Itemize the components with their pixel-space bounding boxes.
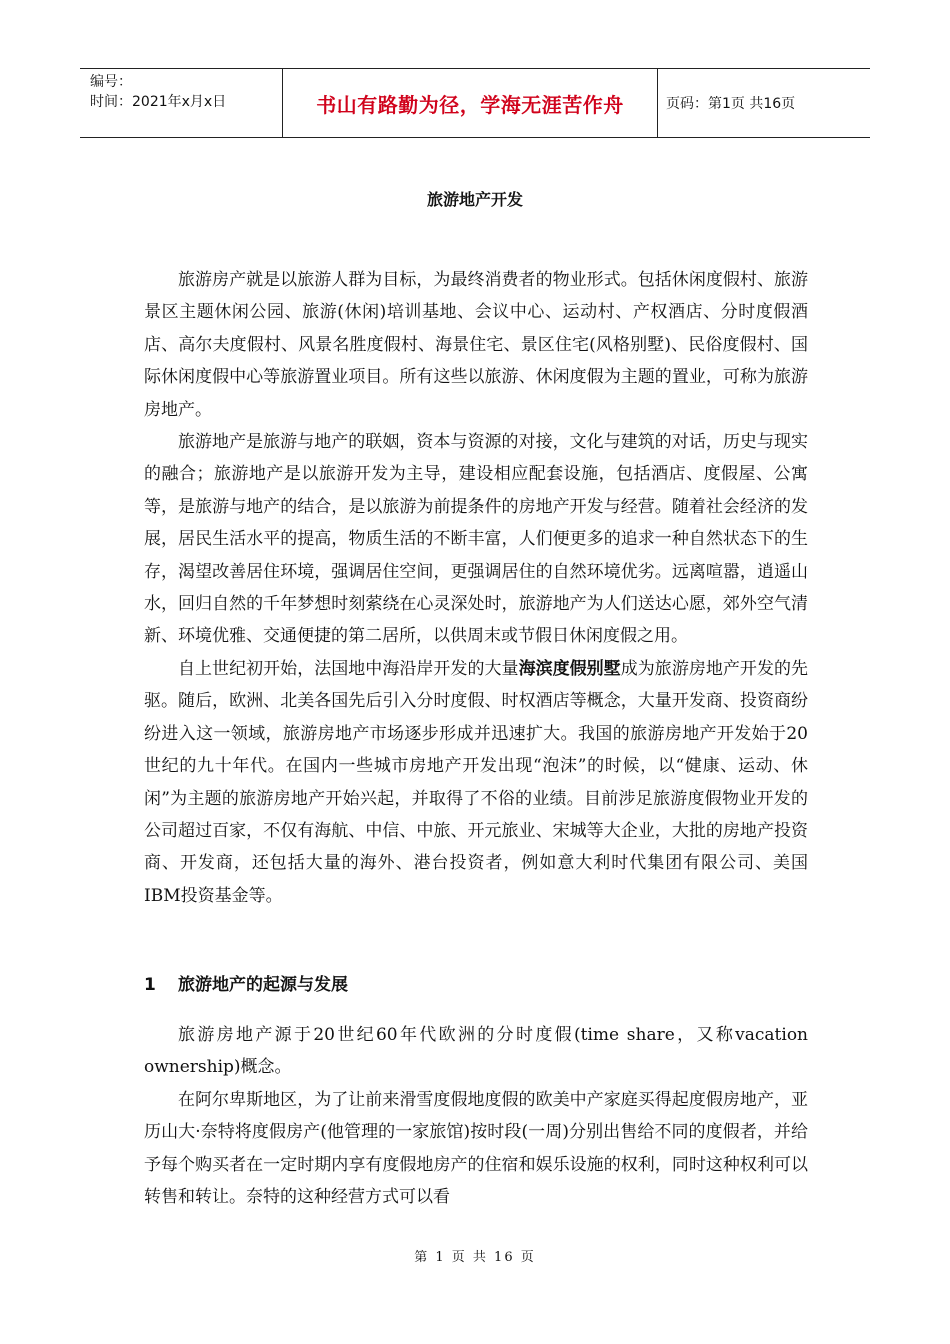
- section-body: [144, 1019, 808, 1213]
- header-motto: 书山有路勤为径，学海无涯苦作舟: [282, 69, 658, 137]
- paragraph: [144, 653, 808, 912]
- page-footer: 第 1 页 共 16 页: [414, 1250, 536, 1265]
- paragraph-text: 成为旅游房地产开发的先驱。随后，欧洲、北美各国先后引入分时度假、时权酒店等概念，大量开发商、投资商纷纷进入这一领域，旅游房地产市场逐步形成并迅速扩大。我国的旅游房地产开发始于20世纪的九十年代。在国内一些城市房地产开发出现“泡沫”的时候，以“健康、运动、休闲”为主题的旅游房地产开始兴起，并取得了不俗的业绩。目前涉足旅游度假物业开发的公司超过百家，不仅有海航、中信、中旅、开元旅业、宋城等大企业，大批的房地产投资商、开发商，还包括大量的海外、港台投资者，例如意大利时代集团有限公司、美国IBM投资基金等。: [144, 658, 809, 906]
- time-label: 时间：2021年x月x日: [90, 94, 227, 110]
- paragraph: 在阿尔卑斯地区，为了让前来滑雪度假地度假的欧美中产家庭买得起度假房地产，亚历山大·奈特将度假房产(他管理的一家旅馆)按时段(一周)分别出售给不同的度假者，并给予每个购买者在一定时期内享有度假地房产的住宿和娱乐设施的权利，同时这种权利可以转售和转让。奈特的这种经营方式可以看: [144, 1089, 808, 1208]
- section-number: 1: [144, 975, 156, 995]
- header-page-info: 页码：第1页 共16页: [666, 96, 796, 112]
- document-title: 旅游地产开发: [426, 190, 523, 209]
- paragraph: 旅游地产是旅游与地产的联姻，资本与资源的对接，文化与建筑的对话，历史与现实的融合；旅游地产是以旅游开发为主导，建设相应配套设施，包括酒店、度假屋、公寓等，是旅游与地产的结合，是以旅游为前提条件的房地产开发与经营。随着社会经济的发展，居民生活水平的提高，物质生活的不断丰富，人们便更多的追求一种自然状态下的生存，渴望改善居住环境，强调居住空间，更强调居住的自然环境优劣。远离喧嚣，逍遥山水，回归自然的千年梦想时刻萦绕在心灵深处时，旅游地产为人们送达心愿，郊外空气清新、环境优雅、交通便捷的第二居所，以供周末或节假日休闲度假之用。: [144, 432, 808, 647]
- header-meta: [80, 69, 282, 137]
- document-header: [80, 68, 870, 138]
- bold-term: 海滨度假别墅: [518, 658, 621, 679]
- paragraph: 旅游房地产源于20世纪60年代欧洲的分时度假(time share，又称vacation ownership)概念。: [144, 1025, 808, 1078]
- paragraph: 旅游房产就是以旅游人群为目标，为最终消费者的物业形式。包括休闲度假村、旅游景区主题休闲公园、旅游(休闲)培训基地、会议中心、运动村、产权酒店、分时度假酒店、高尔夫度假村、风景名胜度假村、海景住宅、景区住宅(风格别墅)、民俗度假村、国际休闲度假中心等旅游置业项目。所有这些以旅游、休闲度假为主题的置业，可称为旅游房地产。: [144, 270, 808, 420]
- section-title: 旅游地产的起源与发展: [178, 975, 348, 995]
- number-label: 编号：: [90, 74, 132, 90]
- paragraph-text: 自上世纪初开始，法国地中海沿岸开发的大量: [178, 658, 519, 679]
- document-body: [144, 264, 808, 912]
- section-heading: [144, 970, 348, 995]
